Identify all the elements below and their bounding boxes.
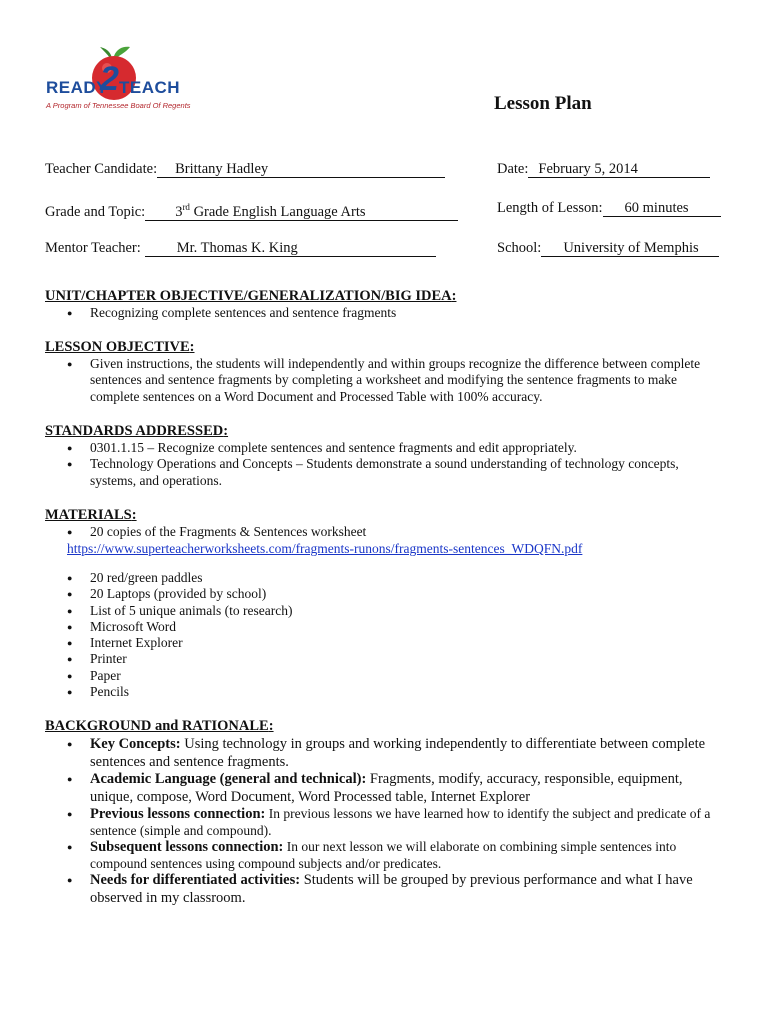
- list-item: ● Needs for differentiated activities: Students will be grouped by previous performance and what I have observed in my classroom.: [67, 872, 727, 907]
- grade-suffix: rd: [182, 202, 190, 212]
- grade-number: 3: [175, 203, 183, 220]
- grade-topic-field: [145, 200, 458, 221]
- standards-heading: STANDARDS ADDRESSED:: [45, 423, 229, 439]
- materials-heading: MATERIALS:: [45, 507, 137, 523]
- background-list: [67, 736, 727, 908]
- list-item: ● Key Concepts: Using technology in groups and working independently to differentiate between complete sentences and sentence fragments.: [67, 736, 727, 771]
- date-value: February 5, 2014: [528, 162, 710, 178]
- list-item: ● 20 copies of the Fragments & Sentences worksheet: [67, 524, 727, 540]
- length-row: [497, 200, 721, 217]
- list-item: ● Printer: [67, 651, 727, 667]
- school-label: School:: [497, 240, 542, 256]
- mentor-row: [45, 240, 436, 257]
- lesson-objective-heading: LESSON OBJECTIVE:: [45, 339, 195, 355]
- list-item: ● Paper: [67, 668, 727, 684]
- page-title: Lesson Plan: [494, 93, 592, 114]
- worksheet-link[interactable]: https://www.superteacherworksheets.com/fragments-runons/fragments-sentences_WDQFN.pdf: [67, 541, 583, 556]
- list-item: ● Pencils: [67, 684, 727, 700]
- list-item: ● Previous lessons connection: In previous lessons we have learned how to identify the subject and predicate of a sentence (simple and compound).: [67, 806, 727, 839]
- unit-objective-list: [67, 305, 727, 321]
- list-item: ● Microsoft Word: [67, 619, 727, 635]
- list-item: ● Given instructions, the students will independently and within groups recognize the difference between complete sentences and sentence fragments by completing a worksheet and modifying the sentence fragments to make complete sentences on a Word Document and Processed Table with 100% accuracy.: [67, 356, 727, 405]
- materials-list: [67, 570, 727, 700]
- teacher-candidate-row: [45, 161, 445, 178]
- mentor-label: Mentor Teacher:: [45, 240, 141, 256]
- mentor-value: Mr. Thomas K. King: [145, 241, 436, 257]
- logo-word-teach: TEACH: [119, 78, 181, 97]
- date-row: [497, 161, 710, 178]
- teacher-candidate-label: Teacher Candidate:: [45, 161, 158, 177]
- date-label: Date:: [497, 161, 529, 177]
- list-item: ● List of 5 unique animals (to research): [67, 603, 727, 619]
- length-value: 60 minutes: [603, 201, 721, 217]
- school-value: University of Memphis: [541, 241, 719, 257]
- unit-objective-heading: UNIT/CHAPTER OBJECTIVE/GENERALIZATION/BIG IDEA:: [45, 288, 457, 304]
- materials-first-list: [67, 524, 727, 540]
- teacher-candidate-value: Brittany Hadley: [157, 162, 445, 178]
- logo-tagline: A Program of Tennessee Board Of Regents: [46, 101, 191, 110]
- list-item: ● 20 Laptops (provided by school): [67, 586, 727, 602]
- list-item: ● Internet Explorer: [67, 635, 727, 651]
- list-item: ● Technology Operations and Concepts – Students demonstrate a sound understanding of technology concepts, systems, and operations.: [67, 456, 727, 489]
- background-heading: BACKGROUND and RATIONALE:: [45, 718, 274, 734]
- grade-topic-value: Grade English Language Arts: [193, 203, 366, 220]
- list-item: ● Subsequent lessons connection: In our next lesson we will elaborate on combining simple sentences into compound sentences using compound subjects and/or predicates.: [67, 839, 727, 872]
- grade-topic-label: Grade and Topic:: [45, 203, 146, 220]
- list-item: ● Academic Language (general and technical): Fragments, modify, accuracy, responsible, equipment, unique, compose, Word Document, Word Processed table, Internet Explorer: [67, 771, 727, 806]
- list-item: ● 20 red/green paddles: [67, 570, 727, 586]
- logo-word-ready: READY: [46, 78, 109, 97]
- list-item: ● 0301.1.15 – Recognize complete sentences and sentence fragments and edit appropriately.: [67, 440, 727, 456]
- standards-list: [67, 440, 727, 489]
- list-item: ● Recognizing complete sentences and sentence fragments: [67, 305, 727, 321]
- lesson-objective-list: [67, 356, 727, 405]
- logo-digit: 2: [100, 60, 119, 98]
- grade-topic-row: [45, 200, 458, 221]
- school-row: [497, 240, 719, 257]
- length-label: Length of Lesson:: [497, 200, 603, 216]
